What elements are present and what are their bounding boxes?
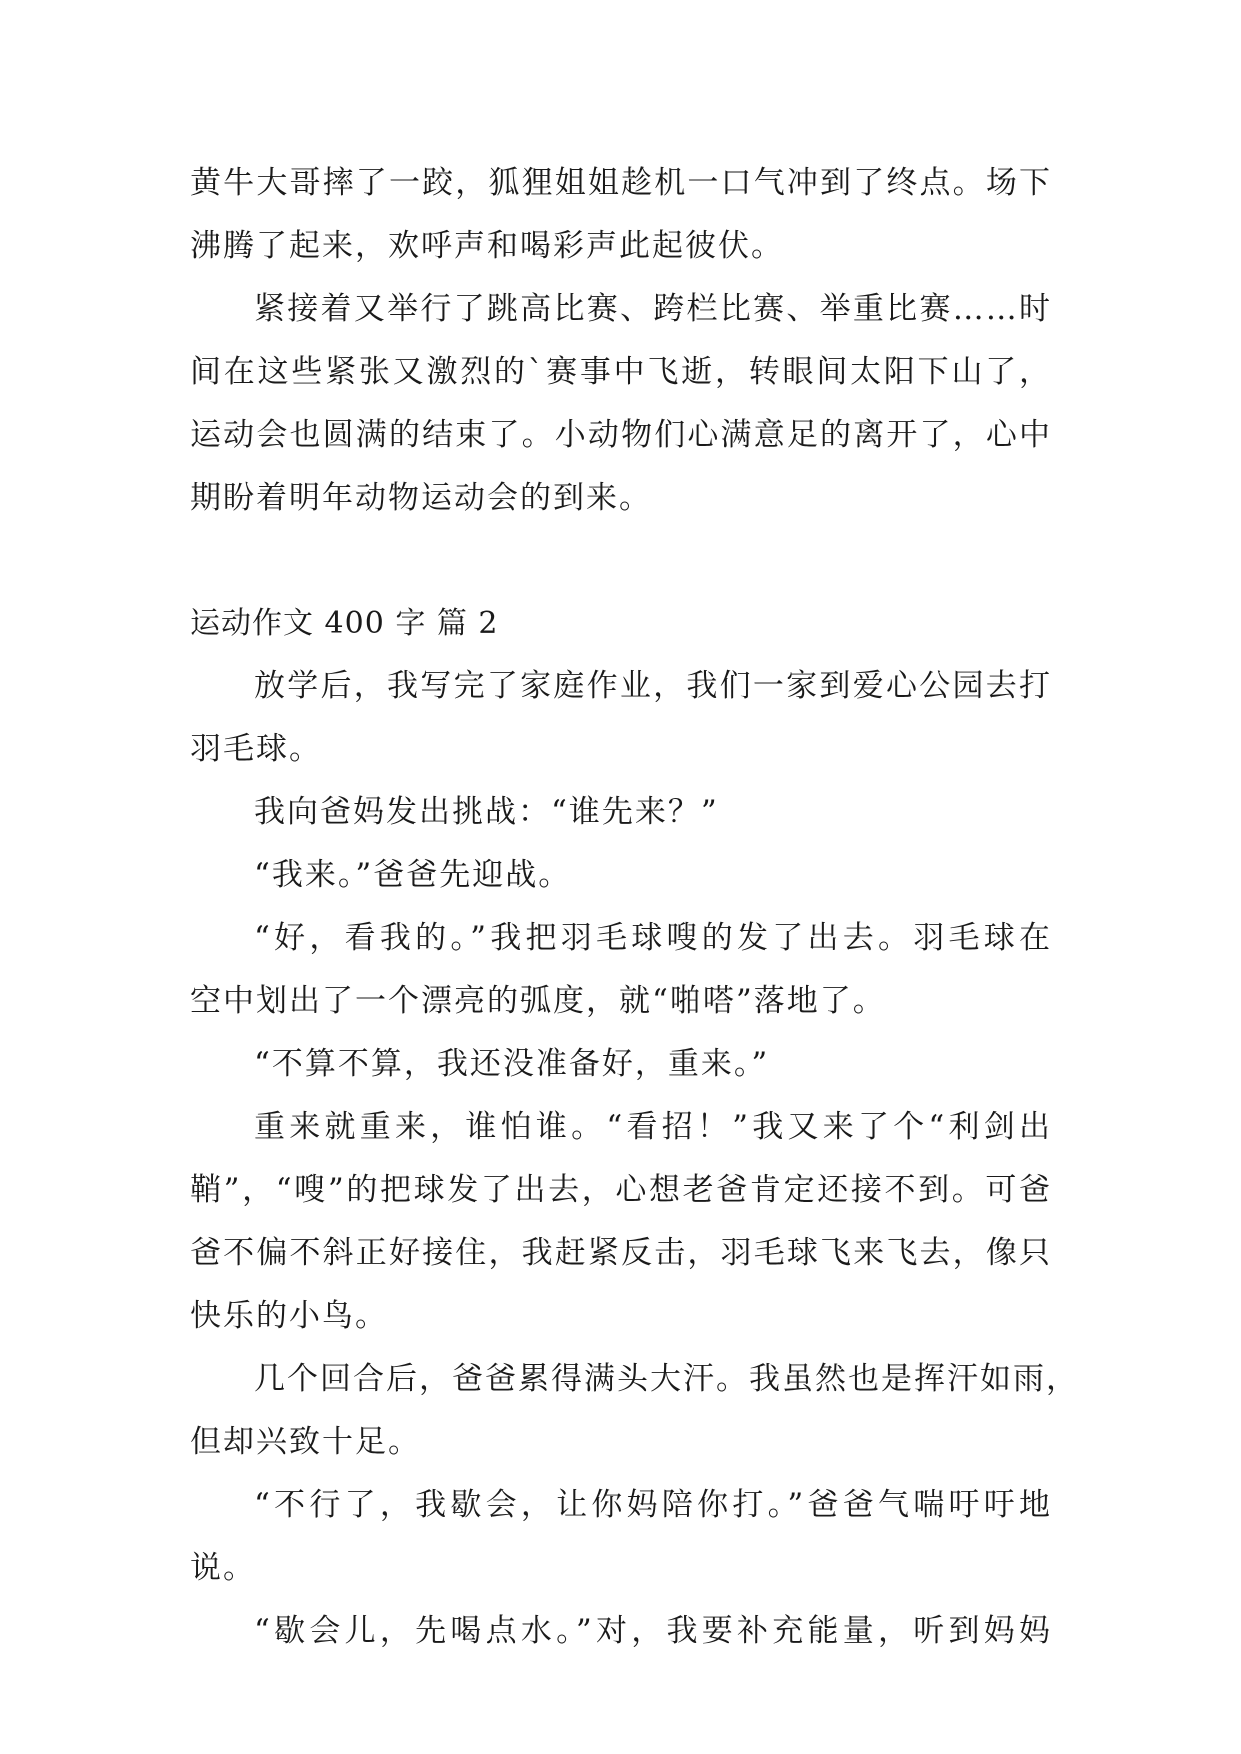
text-line: 说。	[190, 1550, 256, 1586]
text-line: “歇会儿，先喝点水。”对，我要补充能量，听到妈妈	[254, 1613, 1052, 1649]
text-line: “不算不算，我还没准备好，重来。”	[254, 1046, 770, 1082]
text-line: 期盼着明年动物运动会的到来。	[190, 480, 652, 516]
text-line: 黄牛大哥摔了一跤，狐狸姐姐趁机一口气冲到了终点。场下	[190, 165, 1052, 201]
text-line: “不行了，我歇会，让你妈陪你打。”爸爸气喘吁吁地	[254, 1487, 1052, 1523]
text-line: 运动会也圆满的结束了。小动物们心满意足的离开了，心中	[190, 417, 1052, 453]
text-line: 爸不偏不斜正好接住，我赶紧反击，羽毛球飞来飞去，像只	[190, 1235, 1052, 1271]
text-line: 我向爸妈发出挑战：“谁先来？”	[254, 794, 719, 830]
text-line: 放学后，我写完了家庭作业，我们一家到爱心公园去打	[254, 668, 1052, 704]
text-line: 重来就重来，谁怕谁。“看招！”我又来了个“利剑出	[254, 1109, 1052, 1145]
text-line: 沸腾了起来，欢呼声和喝彩声此起彼伏。	[190, 228, 784, 264]
document-page	[190, 152, 1079, 1663]
section-heading: 运动作文 400 字 篇 2	[190, 606, 499, 641]
text-line: 快乐的小鸟。	[190, 1298, 388, 1334]
text-line: 间在这些紧张又激烈的`赛事中飞逝，转眼间太阳下山了，	[190, 354, 1052, 390]
text-line: 羽毛球。	[190, 731, 322, 767]
text-line: 紧接着又举行了跳高比赛、跨栏比赛、举重比赛……时	[254, 291, 1052, 327]
text-line: 几个回合后，爸爸累得满头大汗。我虽然也是挥汗如雨，	[254, 1361, 1079, 1397]
text-line: “我来。”爸爸先迎战。	[254, 857, 572, 893]
text-line: 空中划出了一个漂亮的弧度，就“啪嗒”落地了。	[190, 983, 886, 1019]
text-line: 但却兴致十足。	[190, 1424, 421, 1460]
section-gap	[190, 530, 1052, 592]
text-line: 鞘”，“嗖”的把球发了出去，心想老爸肯定还接不到。可爸	[190, 1172, 1052, 1208]
text-line: “好，看我的。”我把羽毛球嗖的发了出去。羽毛球在	[254, 920, 1052, 956]
